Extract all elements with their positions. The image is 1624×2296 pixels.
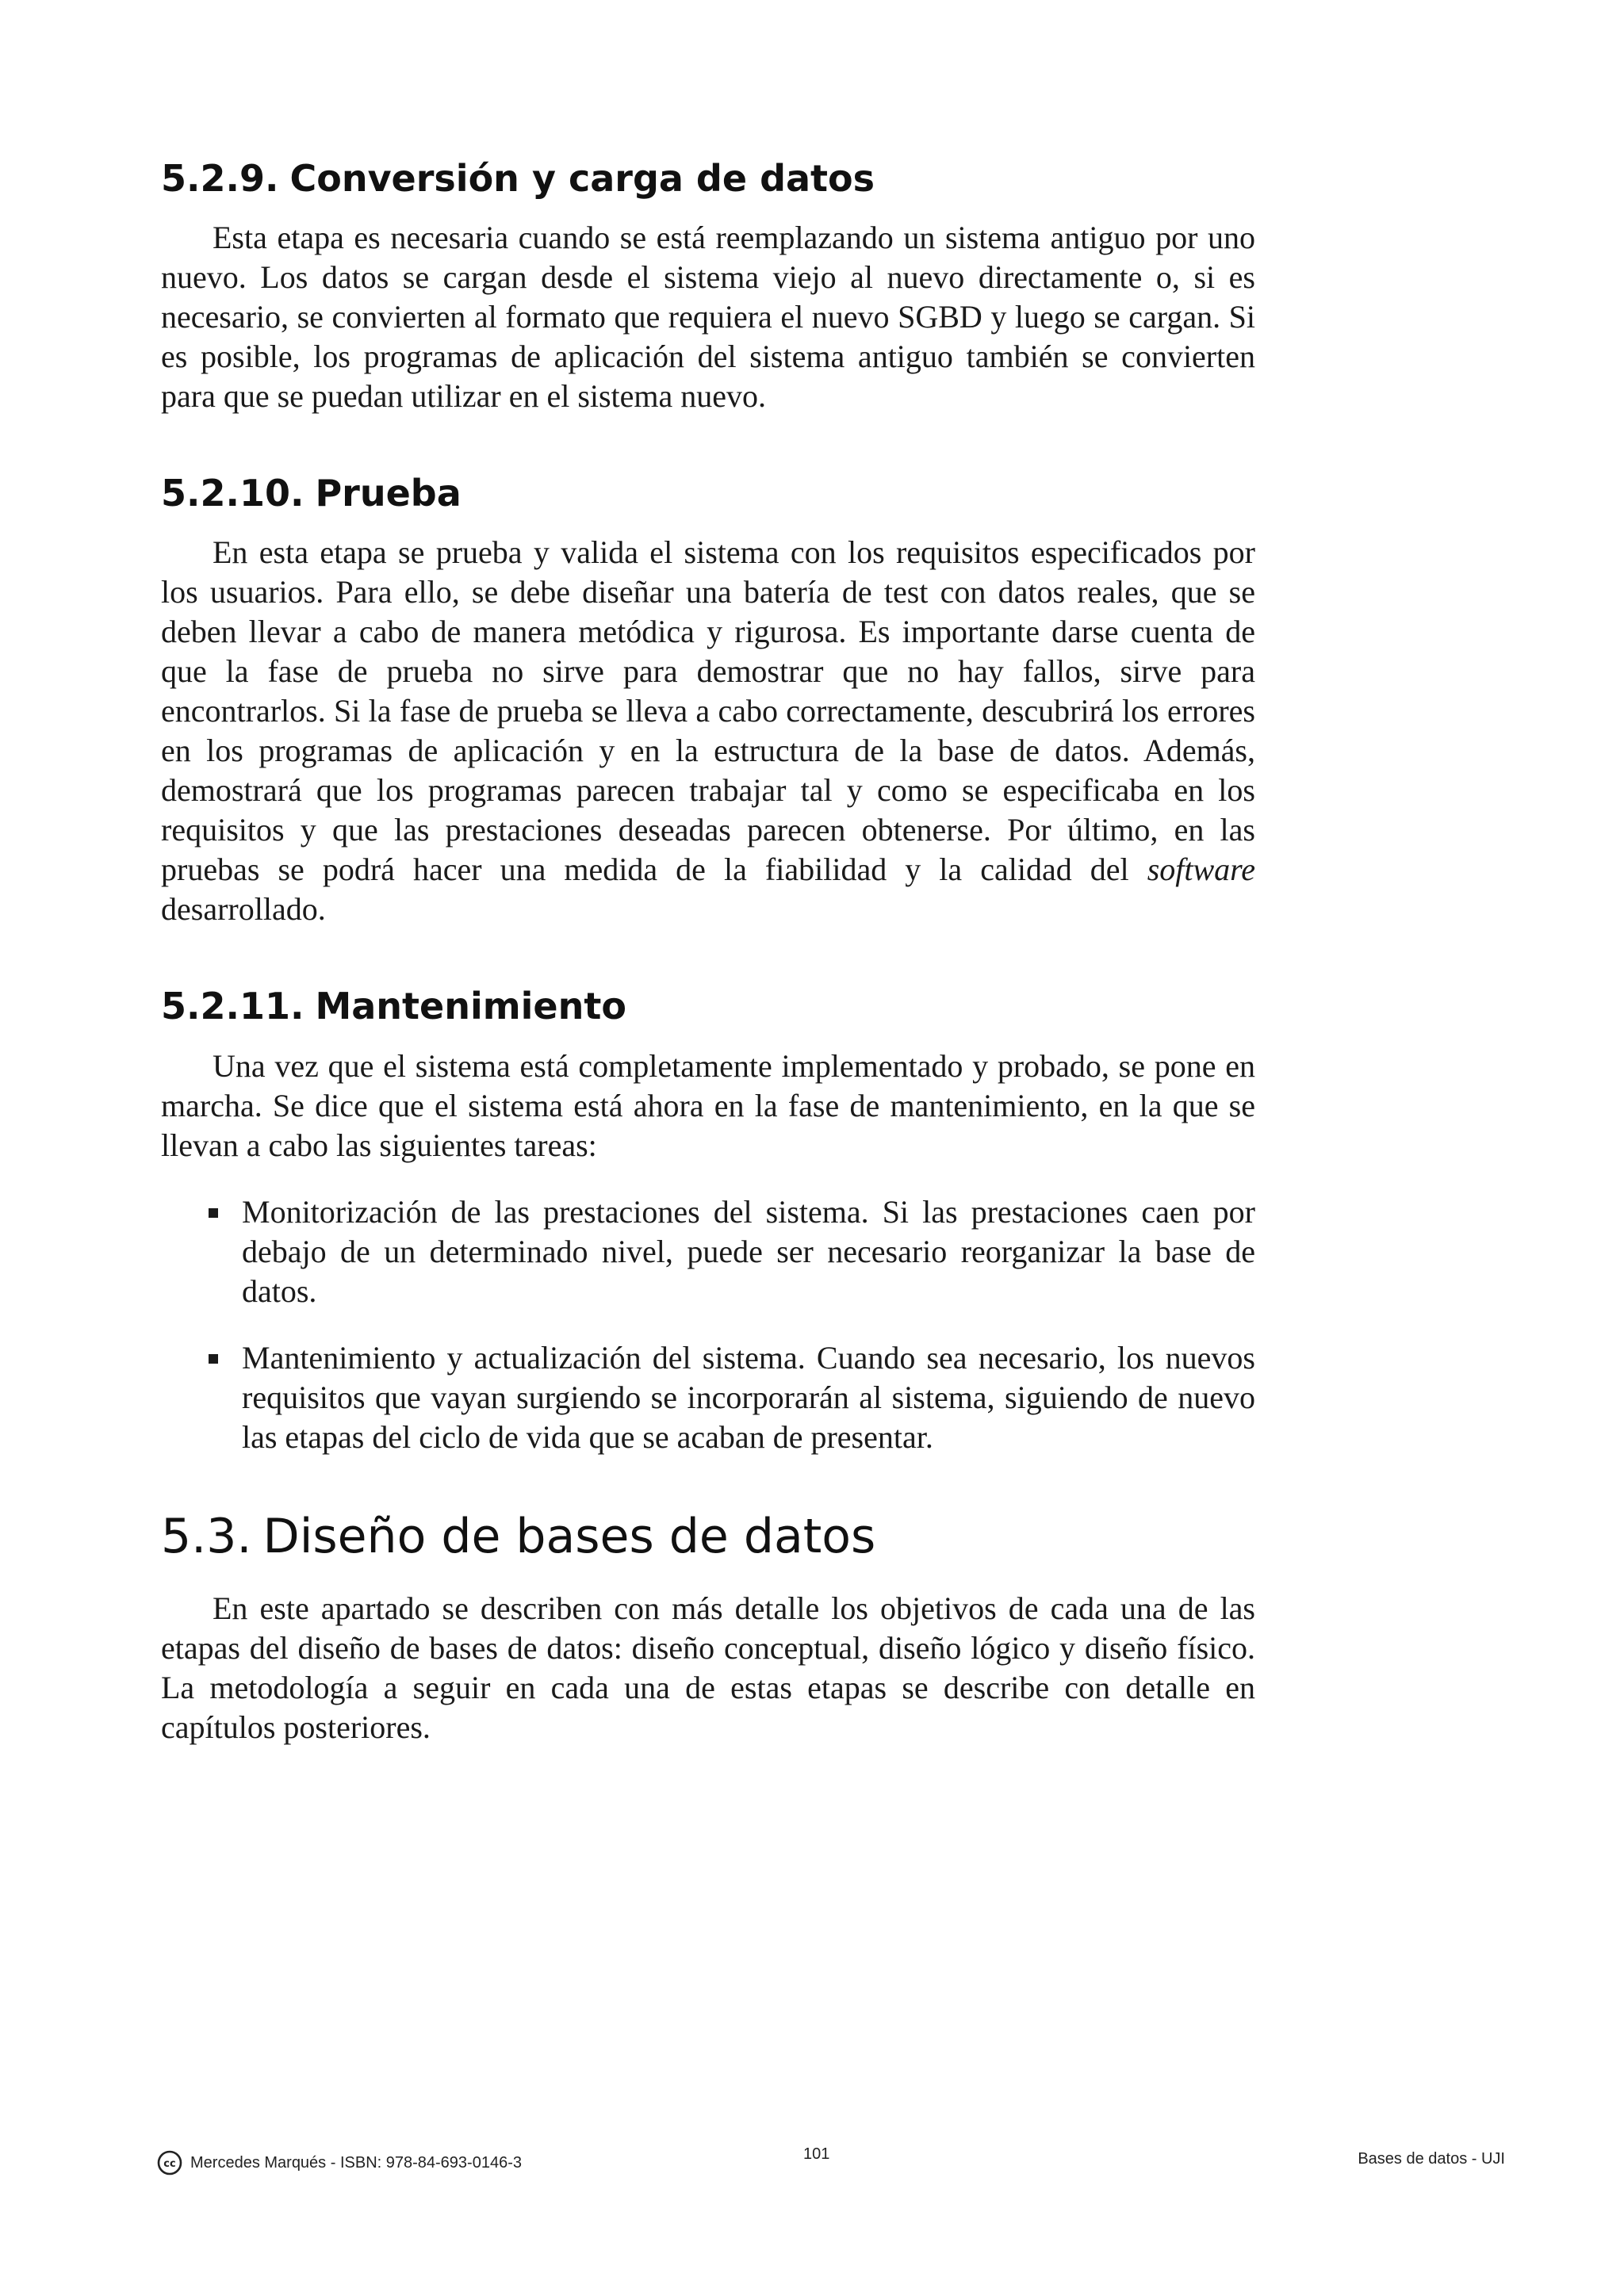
list-item-text: Monitorización de las prestaciones del sistema. Si las prestaciones caen por debajo de un determinado nivel, puede ser necesario reorganizar la base de datos.: [242, 1193, 1255, 1309]
paragraph-text: desarrollado.: [161, 891, 326, 928]
list-item-text: Mantenimiento y actualización del sistema. Cuando sea necesario, los nuevos requisitos que vayan surgiendo se incorporarán al sistema, siguiendo de nuevo las etapas del ciclo de vida que se acaban de presentar.: [242, 1339, 1255, 1455]
paragraph-text: En esta etapa se prueba y valida el sistema con los requisitos especificados por los usuarios. Para ello, se debe diseñar una batería de test con datos reales, que se deben llevar a cabo de manera metódica y rigurosa. Es importante darse cuenta de que la fase de prueba no sirve para demostrar que no hay fallos, sirve para encontrarlos. Si la fase de prueba se lleva a cabo correctamente, descubrirá los errores en los programas de aplicación y en la estructura de la base de datos. Además, demostrará que los programas parecen trabajar tal y como se especificaba en los requisitos y que las prestaciones deseadas parecen obtenerse. Por último, en las pruebas se podrá hacer una medida de la fiabilidad y la calidad del: [161, 534, 1255, 888]
square-bullet-icon: [209, 1208, 218, 1218]
footer-author-isbn: Mercedes Marqués - ISBN: 978-84-693-0146-3: [190, 2153, 522, 2172]
section-title: Mantenimiento: [315, 985, 626, 1028]
chapter-section-heading: [161, 1508, 1255, 1565]
section-diseno: [161, 1508, 1255, 1747]
section-title: Conversión y carga de datos: [289, 157, 875, 200]
page-content: [161, 157, 1255, 1803]
section-mantenimiento: [161, 985, 1255, 1456]
section-heading: [161, 157, 1255, 201]
task-list: [161, 1192, 1255, 1457]
section-heading: [161, 985, 1255, 1028]
section-title: Diseño de bases de datos: [262, 1508, 876, 1564]
section-number: 5.3.: [161, 1508, 252, 1564]
section-heading: [161, 472, 1255, 515]
section-number: 5.2.9.: [161, 157, 279, 200]
list-item: [161, 1192, 1255, 1311]
section-paragraph: En este apartado se describen con más detalle los objetivos de cada una de las etapas del diseño de bases de datos: diseño conceptual, diseño lógico y diseño físico. La metodología a seguir en cada una de estas etapas se describe con detalle en capítulos posteriores.: [161, 1590, 1255, 1745]
square-bullet-icon: [209, 1354, 218, 1364]
section-paragraph: [161, 533, 1255, 929]
cc-label: cc: [163, 2158, 176, 2170]
italic-term: software: [1147, 851, 1255, 888]
section-paragraph: Una vez que el sistema está completamente implementado y probado, se pone en marcha. Se dice que el sistema está ahora en la fase de mantenimiento, en la que se llevan a cabo las siguientes tareas:: [161, 1047, 1255, 1163]
section-number: 5.2.10.: [161, 472, 304, 515]
section-title: Prueba: [315, 472, 462, 515]
section-conversion: [161, 157, 1255, 416]
list-item: [161, 1338, 1255, 1457]
footer-left: [157, 2150, 522, 2175]
page-number: 101: [803, 2145, 830, 2163]
page-footer: [157, 2145, 1505, 2182]
section-prueba: [161, 472, 1255, 929]
creative-commons-icon: [157, 2150, 182, 2175]
footer-book-title: Bases de datos - UJI: [1358, 2150, 1505, 2168]
section-number: 5.2.11.: [161, 985, 304, 1028]
section-paragraph: Esta etapa es necesaria cuando se está reemplazando un sistema antiguo por uno nuevo. Los datos se cargan desde el sistema viejo al nuevo directamente o, si es necesario, se convierten al formato que requiera el nuevo SGBD y luego se cargan. Si es posible, los programas de aplicación del sistema antiguo también se convierten para que se puedan utilizar en el sistema nuevo.: [161, 220, 1255, 415]
